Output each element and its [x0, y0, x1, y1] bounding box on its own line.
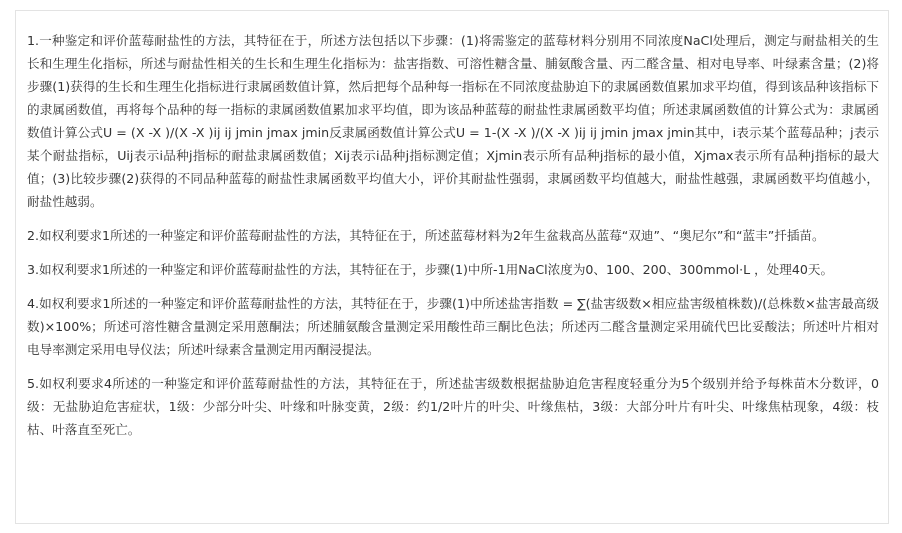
claim-2: 2.如权利要求1所述的一种鉴定和评价蓝莓耐盐性的方法，其特征在于，所述蓝莓材料为2年生盆栽高丛蓝莓“双迪”、“奥尼尔”和“蓝丰”扦插苗。: [27, 228, 825, 243]
claim-3: 3.如权利要求1所述的一种鉴定和评价蓝莓耐盐性的方法，其特征在于，步骤(1)中所-1用NaCl浓度为0、100、200、300mmol·L ，处理40天。: [27, 262, 834, 277]
claim-1: 1.一种鉴定和评价蓝莓耐盐性的方法，其特征在于，所述方法包括以下步骤：(1)将需鉴定的蓝莓材料分别用不同浓度NaCl处理后，测定与耐盐相关的生长和生理生化指标，所述与耐盐性相关的生长和生理生化指标为：盐害指数、可溶性糖含量、脯氨酸含量、丙二醛含量、相对电导率、叶绿素含量；(2)将步骤(1)获得的生长和生理生化指标进行隶属函数值计算，然后把每个品种每一指标在不同浓度盐胁迫下的隶属函数值累加求平均值，得到该品种该指标下的隶属函数值，再将每个品种的每一指标的隶属函数值累加求平均值，即为该品种蓝莓的耐盐性隶属函数平均值；所述隶属函数值的计算公式为：隶属函数值计算公式U = (X -X )/(X -X )ij ij jmin jmax jmin反隶属函数值计算公式U = 1-(X -X )/(X -X )ij ij jmin jmax jmin其中，i表示某个蓝莓品种；j表示某个耐盐指标，Uij表示i品种j指标的耐盐隶属函数值；Xij表示i品种j指标测定值；Xjmin表示所有品种j指标的最小值，Xjmax表示所有品种j指标的最大值；(3)比较步骤(2)获得的不同品种蓝莓的耐盐性隶属函数平均值大小，评价其耐盐性强弱，隶属函数平均值越大，耐盐性越强，隶属函数平均值越小，耐盐性越弱。: [27, 33, 879, 209]
claim-4: 4.如权利要求1所述的一种鉴定和评价蓝莓耐盐性的方法，其特征在于，步骤(1)中所述盐害指数 = ∑(盐害级数×相应盐害级植株数)/(总株数×盐害最高级数)×100%；所述可溶性糖含量测定采用蒽酮法；所述脯氨酸含量测定采用酸性茚三酮比色法；所述丙二醛含量测定采用硫代巴比妥酸法；所述叶片相对电导率测定采用电导仪法；所述叶绿素含量测定用丙酮浸提法。: [27, 296, 879, 357]
claim-5: 5.如权利要求4所述的一种鉴定和评价蓝莓耐盐性的方法，其特征在于，所述盐害级数根据盐胁迫危害程度轻重分为5个级别并给予每株苗木分数评，0级：无盐胁迫危害症状，1级：少部分叶尖、叶缘和叶脉变黄，2级：约1/2叶片的叶尖、叶缘焦枯，3级：大部分叶片有叶尖、叶缘焦枯现象，4级：枝枯、叶落直至死亡。: [27, 376, 879, 437]
claims-list: [27, 29, 879, 452]
claims-panel: [15, 10, 889, 524]
